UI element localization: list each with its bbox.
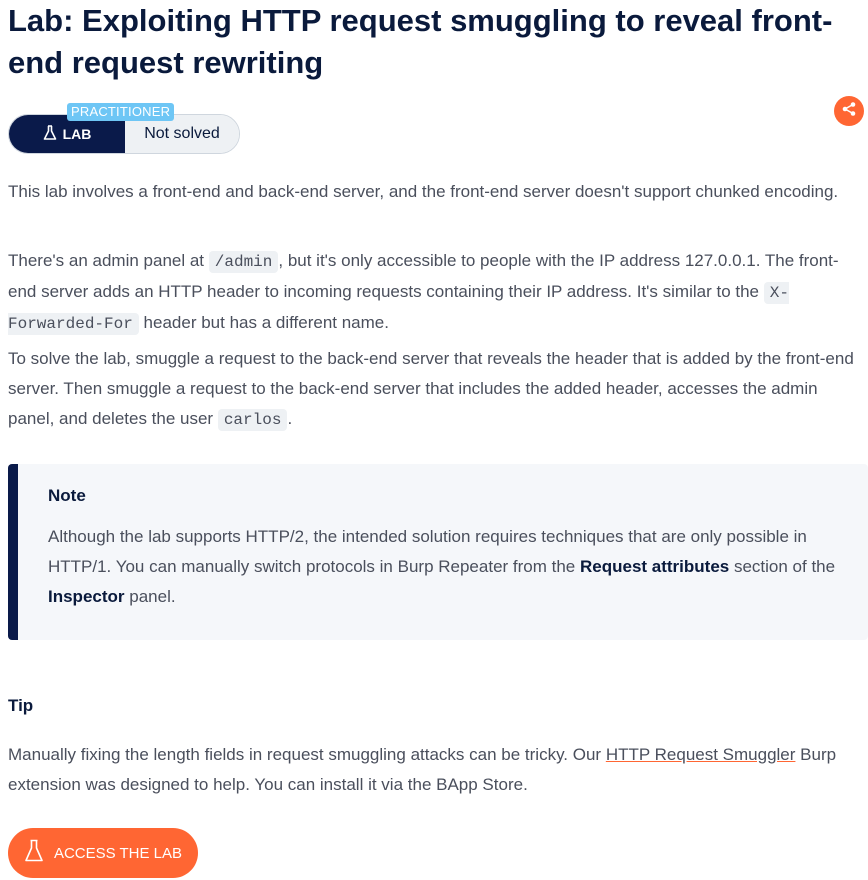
note-box — [8, 464, 868, 640]
description-paragraph-1: This lab involves a front-end and back-end server, and the front-end server doesn't support chunked encoding. — [8, 182, 839, 201]
lab-label: LAB — [62, 126, 92, 142]
page-title: Lab: Exploiting HTTP request smuggling to reveal front-end request rewriting — [8, 3, 833, 80]
p2-text-b: , but it's only accessible to people with the IP address 127.0.0.1. The front-end server adds an HTTP header to incoming requests containing their IP address. It's similar to the — [8, 251, 839, 301]
note-body — [48, 522, 868, 612]
tip-text-a: Manually fixing the length fields in request smuggling attacks can be tricky. Our — [8, 745, 606, 764]
description-paragraph-2 — [8, 246, 864, 339]
access-lab-button[interactable] — [8, 828, 198, 878]
http-request-smuggler-link[interactable]: HTTP Request Smuggler — [605, 745, 796, 764]
access-lab-label: ACCESS THE LAB — [53, 844, 183, 862]
p2-text-a: There's an admin panel at — [8, 251, 209, 270]
p3-text-b: . — [287, 409, 293, 428]
flask-icon — [24, 839, 44, 867]
flask-icon — [43, 125, 57, 144]
note-bold-request-attributes: Request attributes — [579, 557, 730, 576]
status-badge: Not solved — [125, 115, 239, 153]
username-code: carlos — [218, 409, 288, 431]
note-text-b: section of the — [729, 557, 836, 576]
p3-text-a: To solve the lab, smuggle a request to the back-end server that reveals the header that is added by the front-end server. Then smuggle a request to the back-end server that includes the added header, accesses the admin panel, and deletes the user — [8, 349, 854, 428]
tip-paragraph — [8, 740, 864, 800]
note-bold-inspector: Inspector — [48, 587, 125, 606]
tip-text-b: Burp extension was designed to help. You can install it via the BApp Store. — [8, 745, 837, 794]
note-text-c: panel. — [124, 587, 176, 606]
share-icon — [841, 101, 857, 122]
header-name-code: X-Forwarded-For — [8, 284, 789, 333]
p2-text-c: header but has a different name. — [138, 313, 389, 332]
tip-title: Tip — [8, 696, 34, 715]
share-button[interactable] — [834, 96, 864, 126]
note-title: Note — [48, 486, 86, 505]
admin-path-code: /admin — [209, 251, 279, 273]
description-paragraph-3 — [8, 344, 864, 435]
note-text-a: Although the lab supports HTTP/2, the intended solution requires techniques that are only possible in HTTP/1. You can manually switch protocols in Burp Repeater from the — [48, 527, 807, 576]
level-badge: PRACTITIONER — [67, 103, 174, 121]
